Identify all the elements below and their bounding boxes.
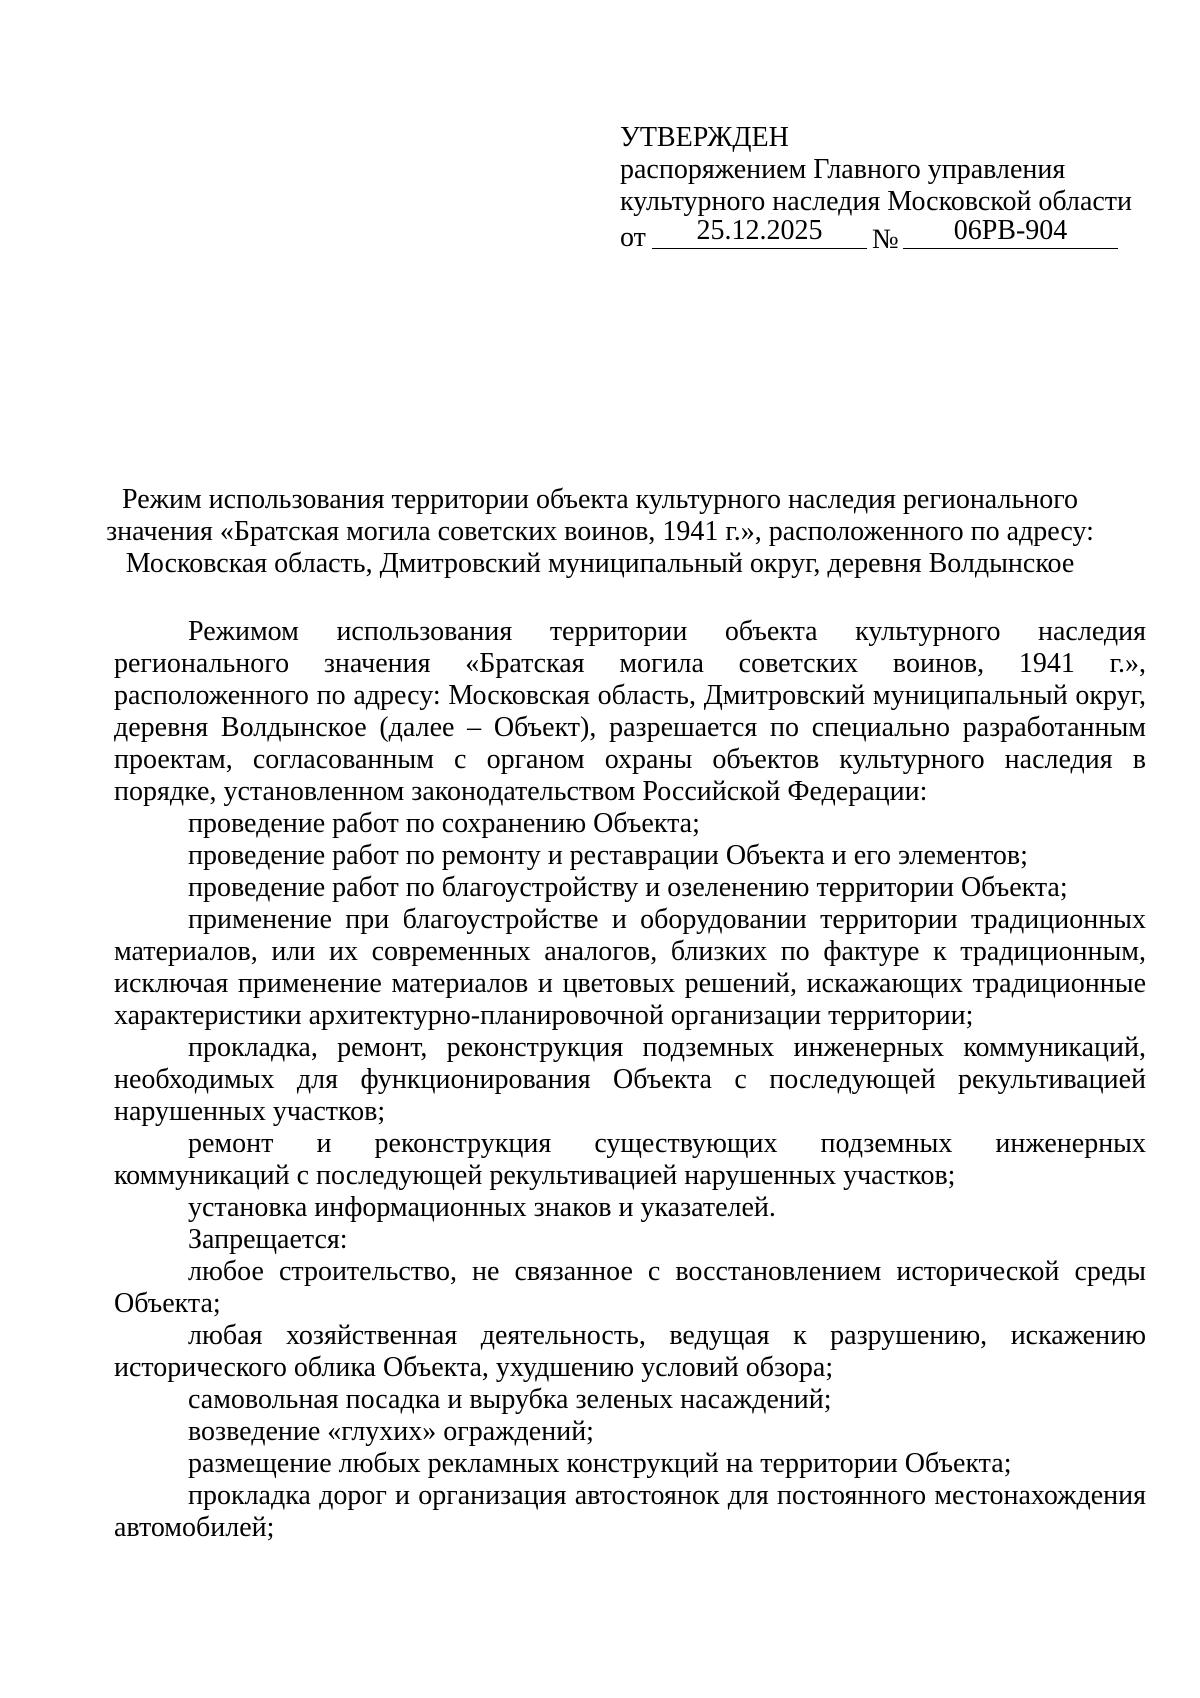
paragraph-prohibited-heading: Запрещается: xyxy=(188,1224,348,1255)
paragraph-item: прокладка дорог и организация автостоянок для постоянного местонахождения автомобилей; xyxy=(114,1480,1146,1543)
paragraph-item: проведение работ по ремонту и реставрации Объекта и его элементов; xyxy=(188,840,1028,871)
date-prefix: от xyxy=(620,222,646,253)
title-line-3: Московская область, Дмитровский муниципальный округ, деревня Волдынское xyxy=(125,548,1075,579)
paragraph-item: любая хозяйственная деятельность, ведущая к разрушению, искажению исторического облика Объекта, ухудшению условий обзора; xyxy=(114,1320,1146,1383)
approval-issuer-line-2: культурного наследия Московской области xyxy=(620,186,1133,217)
approval-date-number-line xyxy=(620,215,1120,255)
title-line-1: Режим использования территории объекта культурного наследия регионального xyxy=(122,484,1078,515)
paragraph-item: самовольная посадка и вырубка зеленых насаждений; xyxy=(188,1384,832,1415)
approval-issuer-line-1: распоряжением Главного управления xyxy=(620,154,1066,185)
approval-date: 25.12.2025 xyxy=(652,218,867,249)
paragraph-item: проведение работ по благоустройству и озеленению территории Объекта; xyxy=(188,872,1068,903)
paragraph-item: проведение работ по сохранению Объекта; xyxy=(188,808,700,839)
paragraph-item: применение при благоустройстве и оборудовании территории традиционных материалов, или их современных аналогов, близких по фактуре к традиционным, исключая применение материалов и цветовых решений, искажающих традиционные характеристики архитектурно-планировочной организации территории; xyxy=(114,904,1146,1031)
approval-number: 06РВ-904 xyxy=(903,218,1118,249)
paragraph-item: установка информационных знаков и указателей. xyxy=(188,1192,776,1223)
approval-stamp xyxy=(620,122,1133,255)
paragraph-item: ремонт и реконструкция существующих подземных инженерных коммуникаций с последующей рекультивацией нарушенных участков; xyxy=(114,1128,1146,1191)
paragraph-intro: Режимом использования территории объекта культурного наследия регионального значения «Братская могила советских воинов, 1941 г.», расположенного по адресу: Московская область, Дмитровский муниципальный округ, деревня Волдынское (далее – Объект), разрешается по специально разработанным проектам, согласованным с органом охраны объектов культурного наследия в порядке, установленном законодательством Российской Федерации: xyxy=(114,616,1146,807)
title-line-2: значения «Братская могила советских воинов, 1941 г.», расположенного по адресу: xyxy=(106,516,1094,547)
number-prefix: № xyxy=(872,224,899,255)
paragraph-item: любое строительство, не связанное с восстановлением исторической среды Объекта; xyxy=(114,1256,1146,1319)
approval-heading: УТВЕРЖДЕН xyxy=(620,122,789,153)
paragraph-item: прокладка, ремонт, реконструкция подземных инженерных коммуникаций, необходимых для функционирования Объекта с последующей рекультивацией нарушенных участков; xyxy=(114,1032,1146,1127)
document-body xyxy=(114,616,1146,1544)
document-title xyxy=(100,484,1100,580)
paragraph-item: возведение «глухих» ограждений; xyxy=(188,1416,594,1447)
paragraph-item: размещение любых рекламных конструкций на территории Объекта; xyxy=(188,1448,1012,1479)
